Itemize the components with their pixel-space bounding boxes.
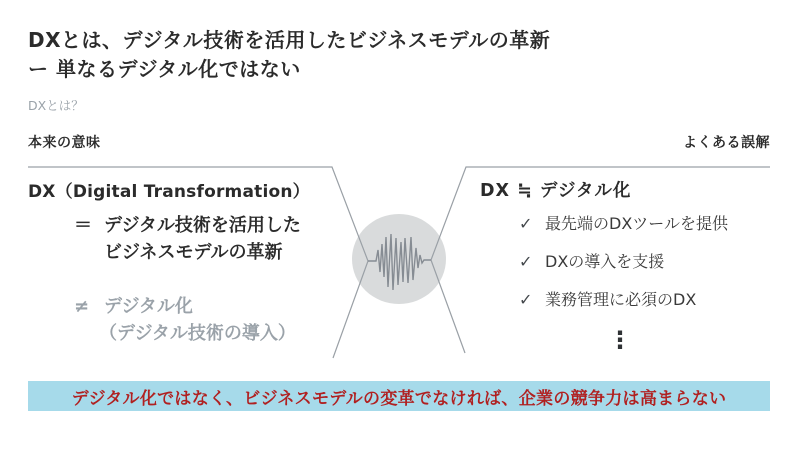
list-item [519,213,728,234]
definition-equals-row [74,212,301,266]
equals-definition-text [104,212,301,266]
equals-definition-line1: デジタル技術を活用した [104,215,301,236]
list-item-text: DXの導入を支援 [545,252,665,271]
not-equals-definition-line2: （デジタル技術の導入） [99,323,296,344]
checkmark-icon: ✓ [519,290,533,309]
equals-definition-line2: ビジネスモデルの革新 [104,242,283,263]
left-section-label: 本来の意味 [28,135,101,151]
list-item [519,289,728,310]
equals-symbol: ＝ [74,215,92,236]
misunderstanding-list [519,213,728,327]
list-item [519,251,728,272]
not-equals-symbol: ≠ [74,296,90,317]
right-panel-heading: DX ≒ デジタル化 [480,181,632,201]
list-item-text: 最先端のDXツールを提供 [545,214,728,233]
not-equals-definition-text [99,293,296,347]
left-panel-heading: DX（Digital Transformation） [28,182,310,202]
not-equals-definition-line1: デジタル化 [104,296,193,317]
definition-not-equals-row [74,293,296,347]
key-message-banner [28,381,770,411]
checkmark-icon: ✓ [519,252,533,271]
checkmark-icon: ✓ [519,214,533,233]
list-item-text: 業務管理に必須のDX [545,290,697,309]
tear-circle-icon [352,214,446,304]
page-title-line2: ー 単なるデジタル化ではない [28,57,301,81]
page-title-line1: DXとは、デジタル技術を活用したビジネスモデルの革新 [28,28,551,52]
key-message-text: デジタル化ではなく、ビジネスモデルの変革でなければ、企業の競争力は高まらない [71,388,727,409]
page-subtitle: DXとは？ [28,98,84,113]
page-title [28,26,550,84]
right-section-label: よくある誤解 [683,135,770,151]
vertical-ellipsis-icon: ⋮ [608,326,632,354]
tear-zigzag-icon [368,234,431,290]
